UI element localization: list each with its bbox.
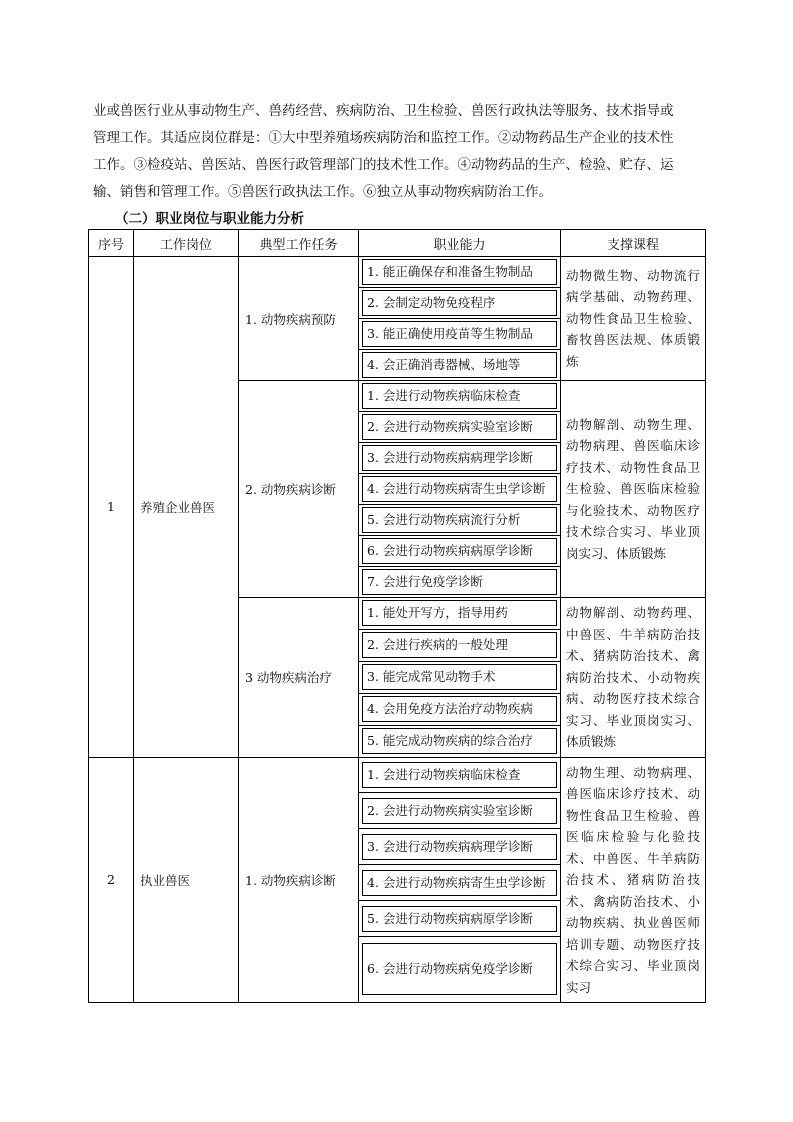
ability-cell: [359, 443, 561, 474]
ability-cell: [359, 865, 561, 901]
intro-line: 工作。③检疫站、兽医站、兽医行政管理部门的技术性工作。④动物药品的生产、检验、贮存、运: [93, 157, 674, 173]
ability-item: 3. 会进行动物疾病病理学诊断: [362, 834, 557, 860]
ability-item: 5. 能完成动物疾病的综合治疗: [362, 728, 557, 754]
ability-item: 6. 会进行动物疾病免疫学诊断: [362, 943, 557, 995]
ability-item: 5. 会进行动物疾病流行分析: [362, 507, 557, 533]
ability-cell: [359, 829, 561, 865]
ability-cell: [359, 901, 561, 937]
ability-cell: [359, 661, 561, 693]
ability-item: 3. 会进行动物疾病病理学诊断: [362, 445, 557, 471]
intro-paragraph: [93, 98, 708, 206]
ability-cell: [359, 505, 561, 536]
ability-cell: [359, 629, 561, 661]
ability-item: 1. 会进行动物疾病临床检查: [362, 383, 557, 409]
support-course: 动物解剖、动物药理、中兽医、牛羊病防治技术、猪病防治技术、禽病防治技术、小动物疾病、动物医疗技术综合实习、毕业顶岗实习、体质锻炼: [561, 598, 706, 758]
ability-cell: [359, 412, 561, 443]
ability-cell: [359, 381, 561, 412]
ability-cell: [359, 793, 561, 829]
header-course: 支撑课程: [561, 230, 706, 257]
intro-line: 输、销售和管理工作。⑤兽医行政执法工作。⑥独立从事动物疾病防治工作。: [93, 184, 552, 200]
ability-cell: [359, 567, 561, 598]
typical-task: 1. 动物疾病预防: [239, 257, 359, 381]
ability-cell: [359, 693, 561, 725]
header-no: 序号: [89, 230, 134, 257]
header-ability: 职业能力: [359, 230, 561, 257]
ability-item: 2. 会进行动物疾病实验室诊断: [362, 798, 557, 824]
table-header-row: [89, 230, 706, 257]
support-course: 动物解剖、动物生理、动物病理、兽医临床诊疗技术、动物性食品卫生检验、兽医临床检验与化验技术、动物医疗技术综合实习、毕业顶岗实习、体质锻炼: [561, 381, 706, 598]
typical-task: 1. 动物疾病诊断: [239, 757, 359, 1003]
intro-line: 业或兽医行业从事动物生产、兽药经营、疾病防治、卫生检验、兽医行政执法等服务、技术指导或: [93, 103, 674, 119]
ability-cell: [359, 319, 561, 350]
ability-item: 7. 会进行免疫学诊断: [362, 569, 557, 595]
ability-item: 1. 能处开写方，指导用药: [362, 600, 557, 626]
ability-item: 4. 会进行动物疾病寄生虫学诊断: [362, 476, 557, 502]
header-post: 工作岗位: [134, 230, 239, 257]
ability-item: 5. 会进行动物疾病病原学诊断: [362, 906, 557, 932]
typical-task: 3 动物疾病治疗: [239, 598, 359, 758]
ability-item: 1. 能正确保存和准备生物制品: [362, 259, 557, 285]
ability-item: 2. 会进行疾病的一般处理: [362, 632, 557, 658]
ability-item: 4. 会用免疫方法治疗动物疾病: [362, 696, 557, 722]
section-heading: （二）职业岗位与职业能力分析: [115, 211, 304, 227]
career-ability-table: [88, 229, 706, 1003]
ability-cell: [359, 350, 561, 381]
typical-task: 2. 动物疾病诊断: [239, 381, 359, 598]
ability-cell: [359, 725, 561, 757]
intro-line: 管理工作。其适应岗位群是：①大中型养殖场疾病防治和监控工作。②动物药品生产企业的技术性: [93, 130, 674, 146]
ability-item: 2. 会进行动物疾病实验室诊断: [362, 414, 557, 440]
ability-cell: [359, 757, 561, 793]
ability-item: 3. 能完成常见动物手术: [362, 664, 557, 690]
work-post: 养殖企业兽医: [134, 257, 239, 758]
support-course: 动物生理、动物病理、兽医临床诊疗技术、动物性食品卫生检验、兽医临床检验与化验技术、中兽医、牛羊病防治技术、猪病防治技术、禽病防治技术、小动物疾病、执业兽医师培训专题、动物医疗技术综合实习、毕业顶岗实习: [561, 757, 706, 1003]
ability-cell: [359, 598, 561, 630]
row-number: 1: [89, 257, 134, 758]
ability-cell: [359, 536, 561, 567]
ability-cell: [359, 474, 561, 505]
work-post: 执业兽医: [134, 757, 239, 1003]
row-number: 2: [89, 757, 134, 1003]
ability-cell: [359, 288, 561, 319]
ability-item: 4. 会进行动物疾病寄生虫学诊断: [362, 870, 557, 896]
support-course: 动物微生物、动物流行病学基础、动物药理、动物性食品卫生检验、畜牧兽医法规、体质锻炼: [561, 257, 706, 381]
table-row: [89, 257, 706, 288]
ability-item: 6. 会进行动物疾病病原学诊断: [362, 538, 557, 564]
ability-item: 2. 会制定动物免疫程序: [362, 290, 557, 316]
ability-item: 3. 能正确使用疫苗等生物制品: [362, 321, 557, 347]
table-row: [89, 757, 706, 793]
header-task: 典型工作任务: [239, 230, 359, 257]
ability-item: 4. 会正确消毒器械、场地等: [362, 352, 557, 378]
ability-cell: [359, 936, 561, 1002]
ability-item: 1. 会进行动物疾病临床检查: [362, 762, 557, 788]
ability-cell: [359, 257, 561, 288]
